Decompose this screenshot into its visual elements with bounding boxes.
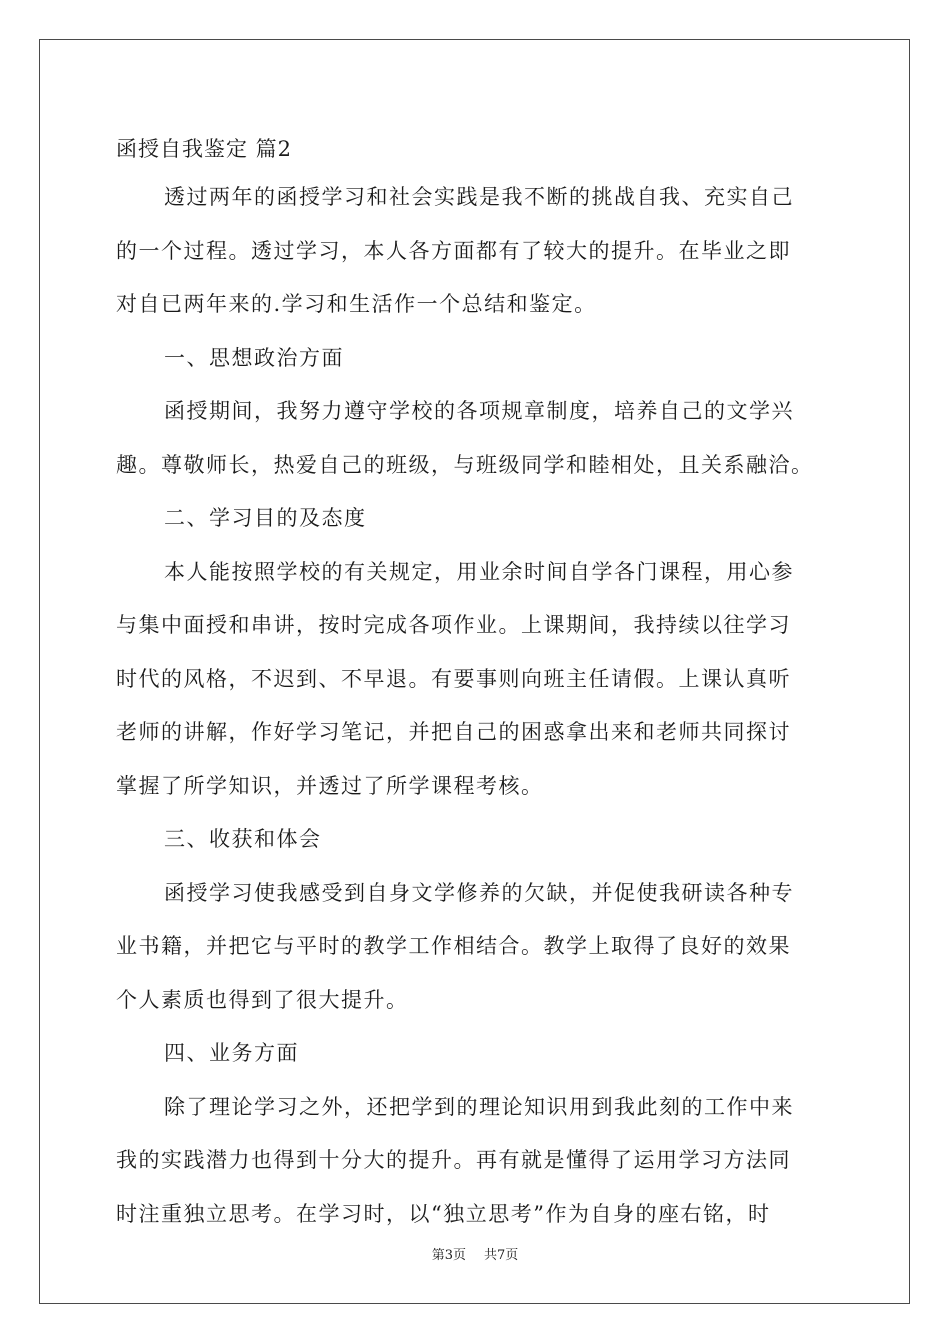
text-line: 本人能按照学校的有关规定，用业余时间自学各门课程，用心参 [164, 559, 794, 584]
text-line: 业书籍，并把它与平时的教学工作相结合。教学上取得了良好的效果 [116, 934, 791, 958]
text-line: 个人素质也得到了很大提升。 [116, 987, 409, 1012]
text-line: 时代的风格，不迟到、不早退。有要事则向班主任请假。上课认真听 [116, 666, 791, 691]
text-line: 时注重独立思考。在学习时，以“独立思考”作为自身的座右铭，时 [116, 1201, 771, 1226]
text-line: 四、业务方面 [164, 1041, 299, 1065]
text-line: 除了理论学习之外，还把学到的理论知识用到我此刻的工作中来 [164, 1094, 794, 1119]
document-text [116, 171, 846, 1241]
text-line: 的一个过程。透过学习，本人各方面都有了较大的提升。在毕业之即 [116, 238, 791, 263]
text-line: 二、学习目的及态度 [164, 506, 367, 530]
text-line: 与集中面授和串讲，按时完成各项作业。上课期间，我持续以往学习 [116, 613, 791, 637]
page-number: 第3页 [431, 1248, 466, 1263]
page-total: 共7页 [484, 1248, 519, 1263]
text-line: 老师的讲解，作好学习笔记，并把自己的困惑拿出来和老师共同探讨 [116, 720, 791, 744]
document-title: 函授自我鉴定 篇2 [116, 137, 293, 161]
text-line: 对自已两年来的.学习和生活作一个总结和鉴定。 [116, 292, 597, 316]
text-line: 趣。尊敬师长，热爱自己的班级，与班级同学和睦相处，且关系融洽。 [116, 452, 814, 477]
text-line: 函授学习使我感受到自身文学修养的欠缺，并促使我研读各种专 [164, 880, 794, 905]
text-line: 我的实践潜力也得到十分大的提升。再有就是懂得了运用学习方法同 [116, 1148, 791, 1172]
text-line: 透过两年的函授学习和社会实践是我不断的挑战自我、充实自己 [164, 185, 794, 209]
text-line: 掌握了所学知识，并透过了所学课程考核。 [116, 773, 544, 798]
text-line: 一、思想政治方面 [164, 345, 344, 370]
document-body [116, 128, 846, 1241]
page-footer [0, 1246, 950, 1266]
text-line: 三、收获和体会 [164, 827, 322, 851]
text-line: 函授期间，我努力遵守学校的各项规章制度，培养自己的文学兴 [164, 399, 794, 423]
